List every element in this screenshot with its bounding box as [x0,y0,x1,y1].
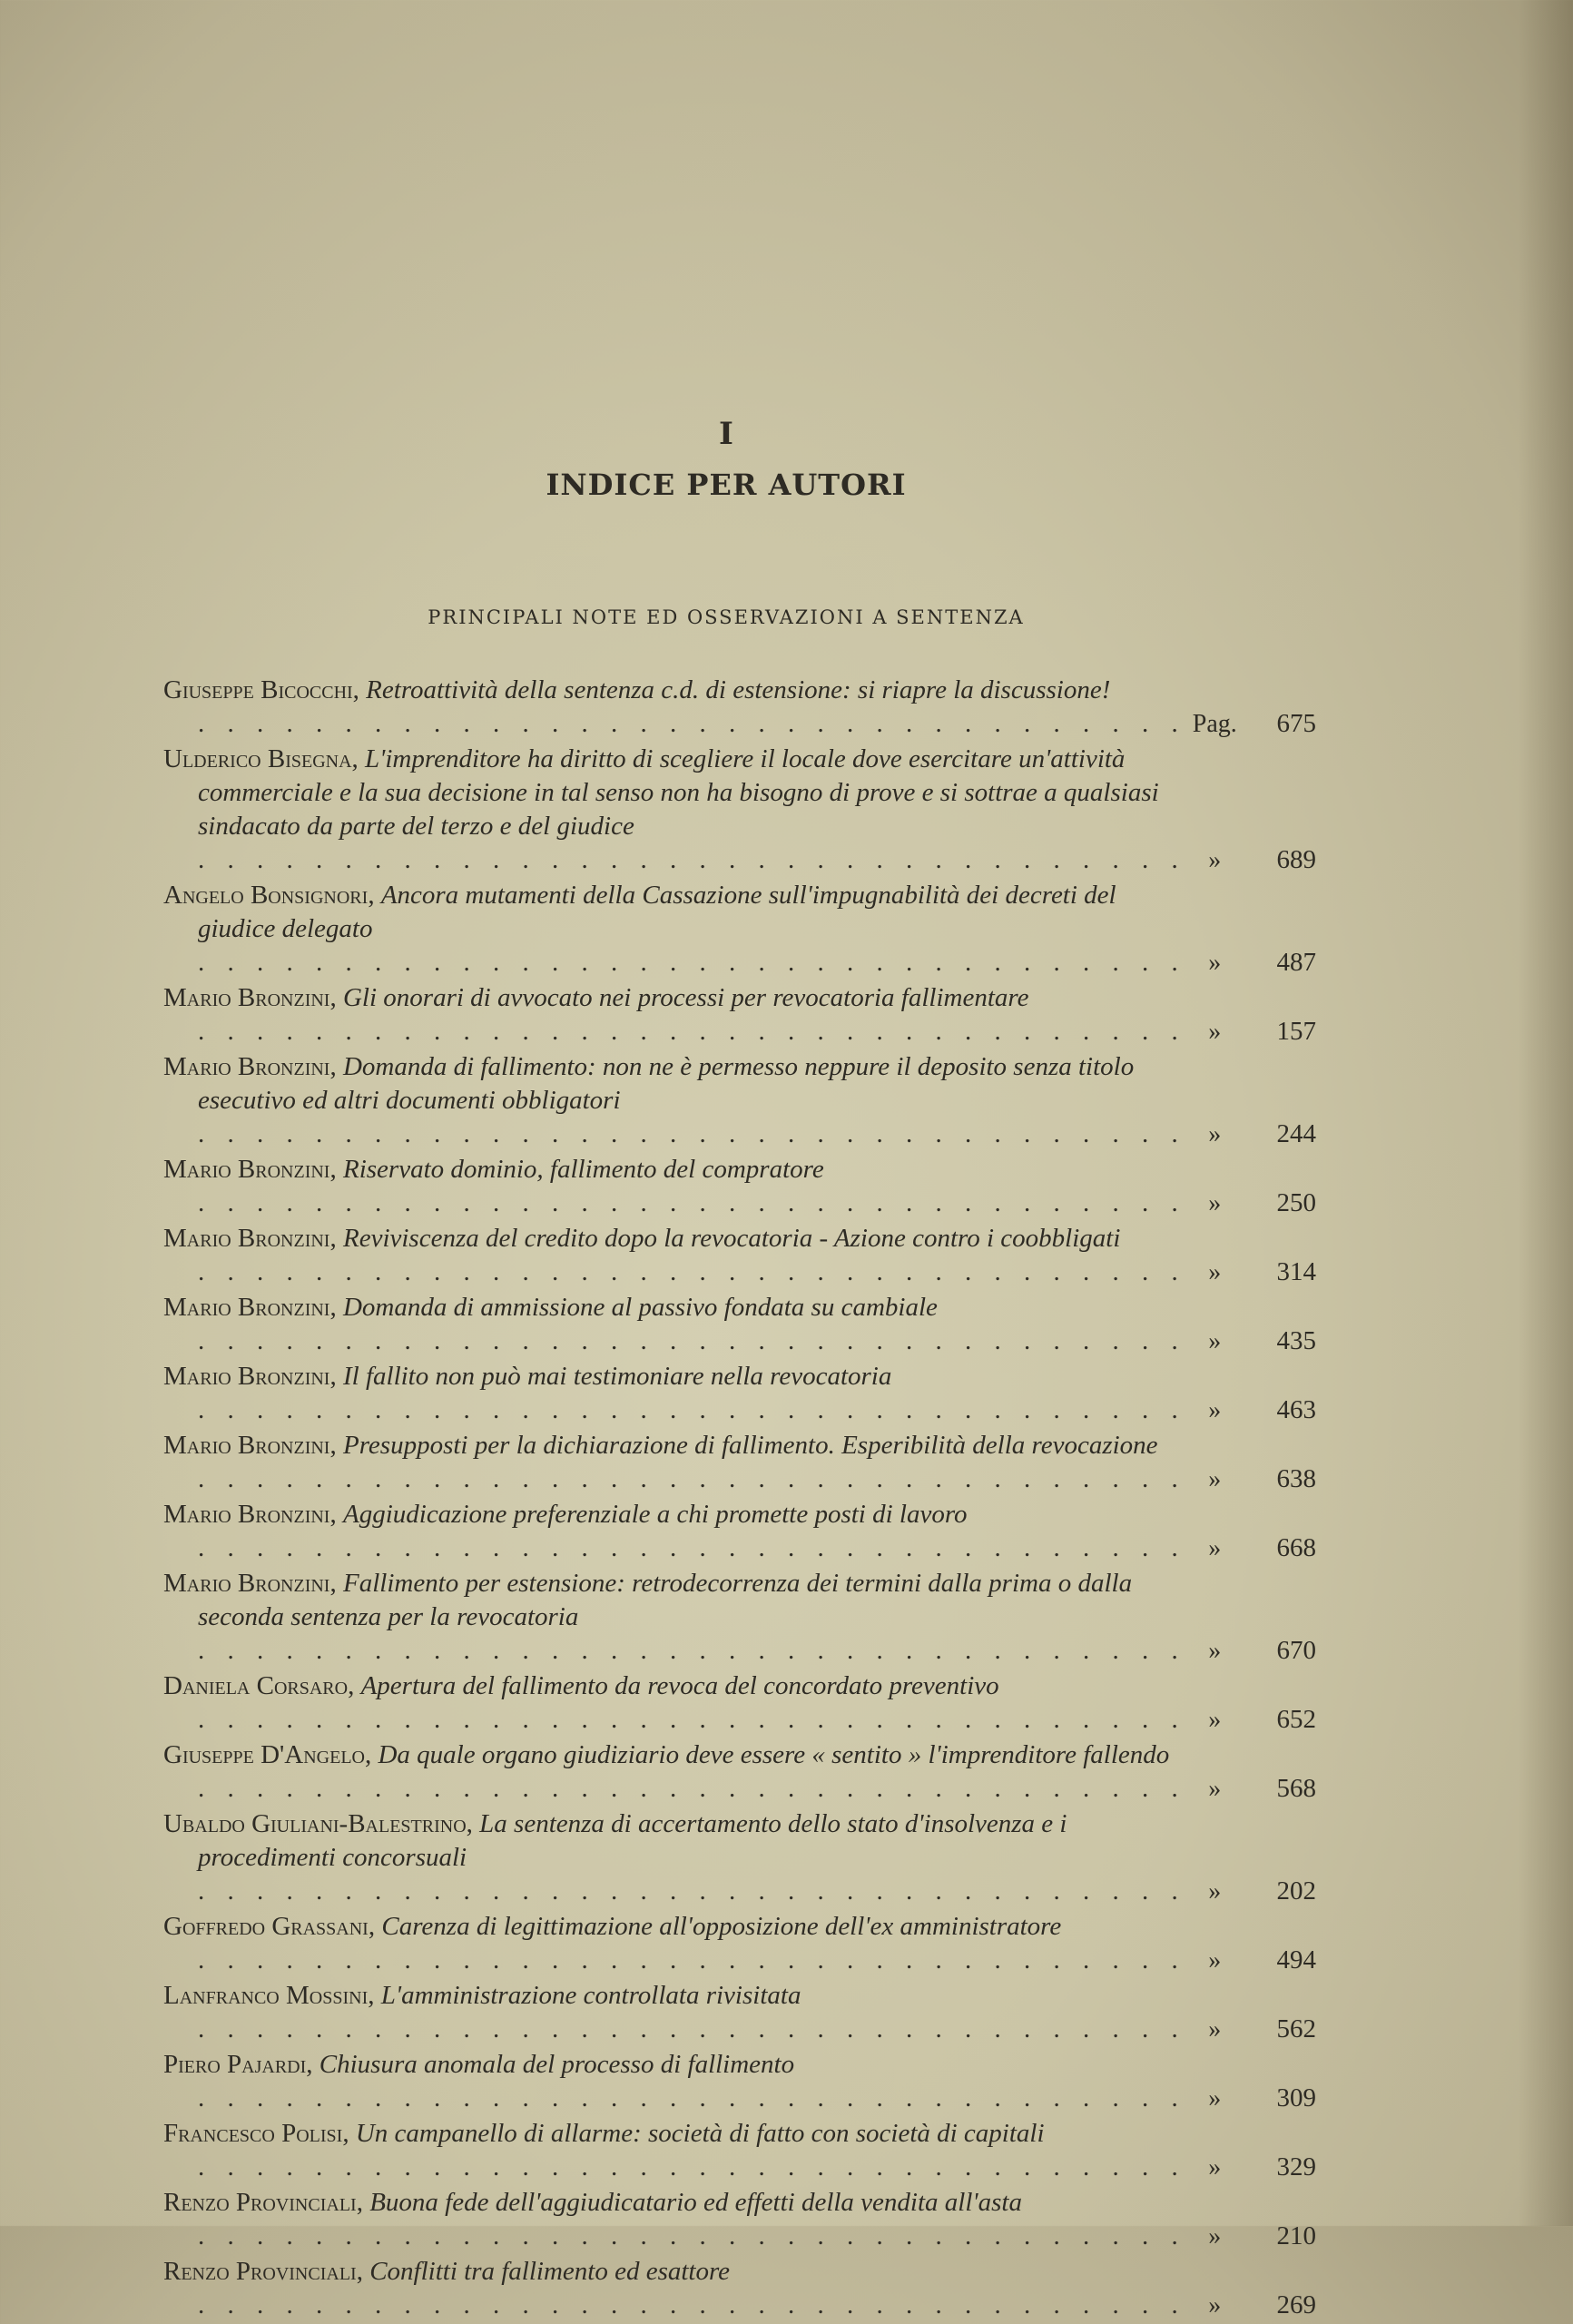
page-number: 202 [1276,1876,1316,1905]
index-entry [163,1669,1316,1737]
page-number: 157 [1276,1017,1316,1046]
page-marker: » [1208,1637,1222,1665]
page-number: 668 [1276,1533,1316,1562]
page-number: 210 [1276,2221,1316,2250]
dot-leader [198,709,1176,738]
index-entry [163,1498,1316,1565]
entry-text: Angelo Bonsignori, Ancora mutamenti della Cassazione sull'impugnabilità dei decreti del giudice delegato . . . [163,879,1176,980]
entry-title: Chiusura anomala del processo di fallimento [319,2050,795,2079]
index-entry [163,2048,1316,2115]
index-entry [163,1291,1316,1358]
entry-title: Domanda di fallimento: non ne è permesso neppure il deposito senza titolo esecutivo ed altri documenti obbligatori [198,1052,1135,1115]
index-entry [163,1979,1316,2046]
page-marker: » [1208,1534,1222,1562]
page-number: 314 [1276,1257,1316,1286]
entry-text: Giuseppe Bicocchi, Retroattività della sentenza c.d. di estensione: si riapre la discussione! . . . [163,674,1176,741]
page-number: 269 [1276,2290,1316,2319]
entry-author: Mario Bronzini [163,1431,330,1460]
entry-text: Mario Bronzini, Gli onorari di avvocato nei processi per revocatoria fallimentare . . . [163,981,1176,1049]
entry-title: Gli onorari di avvocato nei processi per revocatoria fallimentare [342,983,1029,1012]
page-marker: » [1208,1775,1222,1803]
page-number: 494 [1276,1945,1316,1974]
entry-title: Presupposti per la dichiarazione di fallimento. Esperibilità della revocazione [342,1431,1158,1460]
entry-title: La sentenza di accertamento dello stato d'insolvenza e i procedimenti concorsuali [198,1809,1067,1872]
page-marker: » [1208,2153,1222,2181]
page-number: 670 [1276,1636,1316,1665]
index-entry [163,879,1316,980]
dot-leader [198,1188,1176,1217]
entry-title: Buona fede dell'aggiudicatario ed effetti della vendita all'asta [369,2188,1022,2217]
page-number: 638 [1276,1464,1316,1493]
index-entry [163,1807,1316,1908]
entry-title: Da quale organo giudiziario deve essere « sentito » l'imprenditore fallendo [378,1740,1170,1769]
page-marker: » [1208,1120,1222,1148]
dot-leader [198,948,1176,977]
index-entry [163,981,1316,1049]
page-number: 244 [1276,1119,1316,1148]
page-marker: » [1208,1327,1222,1355]
entry-text: Ulderico Bisegna, L'imprenditore ha diritto di scegliere il locale dove esercitare un'attività commerciale e la sua decisione in tal senso non ha bisogno di prove e si sottrae a qualsiasi sindacato da parte del terzo e del giudice . . . [163,743,1176,877]
dot-leader [198,1774,1176,1803]
entry-title: L'imprenditore ha diritto di scegliere il locale dove esercitare un'attività commerciale e la sua decisione in tal senso non ha bisogno di prove e si sottrae a qualsiasi sindacato da parte del terzo e del giudice [198,744,1159,841]
entry-text: Renzo Provinciali, Buona fede dell'aggiudicatario ed effetti della vendita all'asta . . . [163,2186,1176,2253]
index-entry [163,1153,1316,1220]
index-entry [163,674,1316,741]
dot-leader [198,1945,1176,1974]
index-entry [163,1360,1316,1427]
dot-leader [198,2152,1176,2181]
entry-text: Daniela Corsaro, Apertura del fallimento da revoca del concordato preventivo . . . [163,1669,1176,1737]
page-marker: » [1208,1258,1222,1286]
page-marker: » [1208,2222,1222,2250]
section-number: I [719,416,733,452]
page-marker: » [1208,1946,1222,1974]
index-entry [163,2117,1316,2184]
index-entry [163,743,1316,877]
page-number: 463 [1276,1395,1316,1424]
page-marker: » [1208,846,1222,874]
entry-text: Mario Bronzini, Domanda di fallimento: non ne è permesso neppure il deposito senza titolo esecutivo ed altri documenti obbligatori . . . [163,1050,1176,1151]
index-entry [163,1222,1316,1289]
entry-text: Mario Bronzini, Domanda di ammissione al passivo fondata su cambiale . . . [163,1291,1176,1358]
entry-text: Renzo Provinciali, Conflitti tra fallimento ed esattore . . . [163,2255,1176,2322]
entry-title: L'amministrazione controllata rivisitata [380,1981,801,2010]
dot-leader [198,1705,1176,1734]
entry-author: Renzo Provinciali [163,2188,357,2217]
entry-text: Giuseppe D'Angelo, Da quale organo giudiziario deve essere « sentito » l'imprenditore fallendo . . . [163,1738,1176,1806]
dot-leader [198,1017,1176,1046]
page-number: 568 [1276,1774,1316,1803]
page-marker: » [1208,2015,1222,2043]
entry-title: Reviviscenza del credito dopo la revocatoria - Azione contro i coobbligati [342,1224,1121,1253]
entry-text: Mario Bronzini, Aggiudicazione preferenziale a chi promette posti di lavoro . . . [163,1498,1176,1565]
entry-title: Retroattività della sentenza c.d. di estensione: si riapre la discussione! [366,675,1111,704]
entry-title: Domanda di ammissione al passivo fondata su cambiale [342,1293,938,1322]
index-entry [163,2186,1316,2253]
entry-text: Goffredo Grassani, Carenza di legittimazione all'opposizione dell'ex amministratore . . . [163,1910,1176,1977]
entry-author: Giuseppe D'Angelo [163,1740,365,1769]
page-number: 435 [1276,1326,1316,1355]
entry-title: Riservato dominio, fallimento del compratore [342,1155,824,1184]
index-entry [163,1050,1316,1151]
index-entry [163,1910,1316,1977]
dot-leader [198,1464,1176,1493]
entry-author: Mario Bronzini [163,1052,330,1081]
entry-author: Ulderico Bisegna [163,744,352,773]
entry-author: Giuseppe Bicocchi [163,675,353,704]
entry-author: Mario Bronzini [163,1500,330,1529]
page-number: 309 [1276,2083,1316,2112]
page-marker: » [1208,2084,1222,2112]
page-marker: » [1208,949,1222,977]
dot-leader [198,1257,1176,1286]
entry-author: Mario Bronzini [163,983,330,1012]
entry-title: Conflitti tra fallimento ed esattore [369,2257,731,2286]
entry-text: Piero Pajardi, Chiusura anomala del processo di fallimento . . . [163,2048,1176,2115]
page-title: INDICE PER AUTORI [546,468,907,502]
page-number: 329 [1276,2152,1316,2181]
dot-leader [198,2014,1176,2043]
page-marker: Pag. [1192,710,1237,738]
entry-author: Mario Bronzini [163,1224,330,1253]
entry-author: Angelo Bonsignori [163,881,369,910]
page-number: 689 [1276,845,1316,874]
index-entry [163,1567,1316,1668]
index-entry [163,2255,1316,2322]
page-number: 250 [1276,1188,1316,1217]
index-entry [163,1738,1316,1806]
author-index-list [163,674,1316,2324]
entry-author: Mario Bronzini [163,1155,330,1184]
entry-text: Francesco Polisi, Un campanello di allarme: società di fatto con società di capitali . . . [163,2117,1176,2184]
dot-leader [198,1119,1176,1148]
entry-author: Francesco Polisi [163,2119,343,2148]
entry-title: Apertura del fallimento da revoca del concordato preventivo [360,1671,999,1700]
entry-author: Daniela Corsaro [163,1671,349,1700]
page-marker: » [1208,1396,1222,1424]
page-number: 487 [1276,948,1316,977]
entry-author: Lanfranco Mossini [163,1981,369,2010]
entry-title: Fallimento per estensione: retrodecorrenza dei termini dalla prima o dalla seconda sentenza per la revocatoria [198,1569,1133,1631]
page-number: 562 [1276,2014,1316,2043]
dot-leader [198,2083,1176,2112]
entry-text: Mario Bronzini, Fallimento per estensione: retrodecorrenza dei termini dalla prima o dalla seconda sentenza per la revocatoria . . . [163,1567,1176,1668]
page-edge-shadow [1519,0,1573,2226]
dot-leader [198,1395,1176,1424]
entry-text: Mario Bronzini, Presupposti per la dichiarazione di fallimento. Esperibilità della revocazione . . . [163,1429,1176,1496]
dot-leader [198,1876,1176,1905]
entry-title: Un campanello di allarme: società di fatto con società di capitali [355,2119,1045,2148]
page-marker: » [1208,1877,1222,1905]
dot-leader [198,1326,1176,1355]
entry-title: Carenza di legittimazione all'opposizione dell'ex amministratore [381,1912,1062,1941]
entry-title: Ancora mutamenti della Cassazione sull'impugnabilità dei decreti del giudice delegato [198,881,1116,943]
entry-author: Goffredo Grassani [163,1912,369,1941]
entry-title: Il fallito non può mai testimoniare nella revocatoria [342,1362,892,1391]
entry-author: Renzo Provinciali [163,2257,357,2286]
entry-text: Mario Bronzini, Reviviscenza del credito dopo la revocatoria - Azione contro i coobbligati . . . [163,1222,1176,1289]
dot-leader [198,845,1176,874]
entry-text: Mario Bronzini, Riservato dominio, fallimento del compratore . . . [163,1153,1176,1220]
page-marker: » [1208,1018,1222,1046]
entry-author: Mario Bronzini [163,1362,330,1391]
entry-text: Lanfranco Mossini, L'amministrazione controllata rivisitata . . . [163,1979,1176,2046]
page-number: 652 [1276,1705,1316,1734]
page-marker: » [1208,1706,1222,1734]
section-subtitle: PRINCIPALI NOTE ED OSSERVAZIONI A SENTENZA [428,606,1025,628]
entry-author: Mario Bronzini [163,1569,330,1598]
entry-text: Ubaldo Giuliani-Balestrino, La sentenza di accertamento dello stato d'insolvenza e i procedimenti concorsuali . . . [163,1807,1176,1908]
page-marker: » [1208,1189,1222,1217]
page-marker: » [1208,1465,1222,1493]
entry-text: Mario Bronzini, Il fallito non può mai testimoniare nella revocatoria . . . [163,1360,1176,1427]
dot-leader [198,1533,1176,1562]
entry-author: Mario Bronzini [163,1293,330,1322]
entry-author: Piero Pajardi [163,2050,307,2079]
page-number: 675 [1276,709,1316,738]
index-entry [163,1429,1316,1496]
entry-title: Aggiudicazione preferenziale a chi promette posti di lavoro [342,1500,968,1529]
entry-author: Ubaldo Giuliani-Balestrino [163,1809,467,1838]
dot-leader [198,2290,1176,2319]
page-marker: » [1208,2291,1222,2319]
dot-leader [198,1636,1176,1665]
